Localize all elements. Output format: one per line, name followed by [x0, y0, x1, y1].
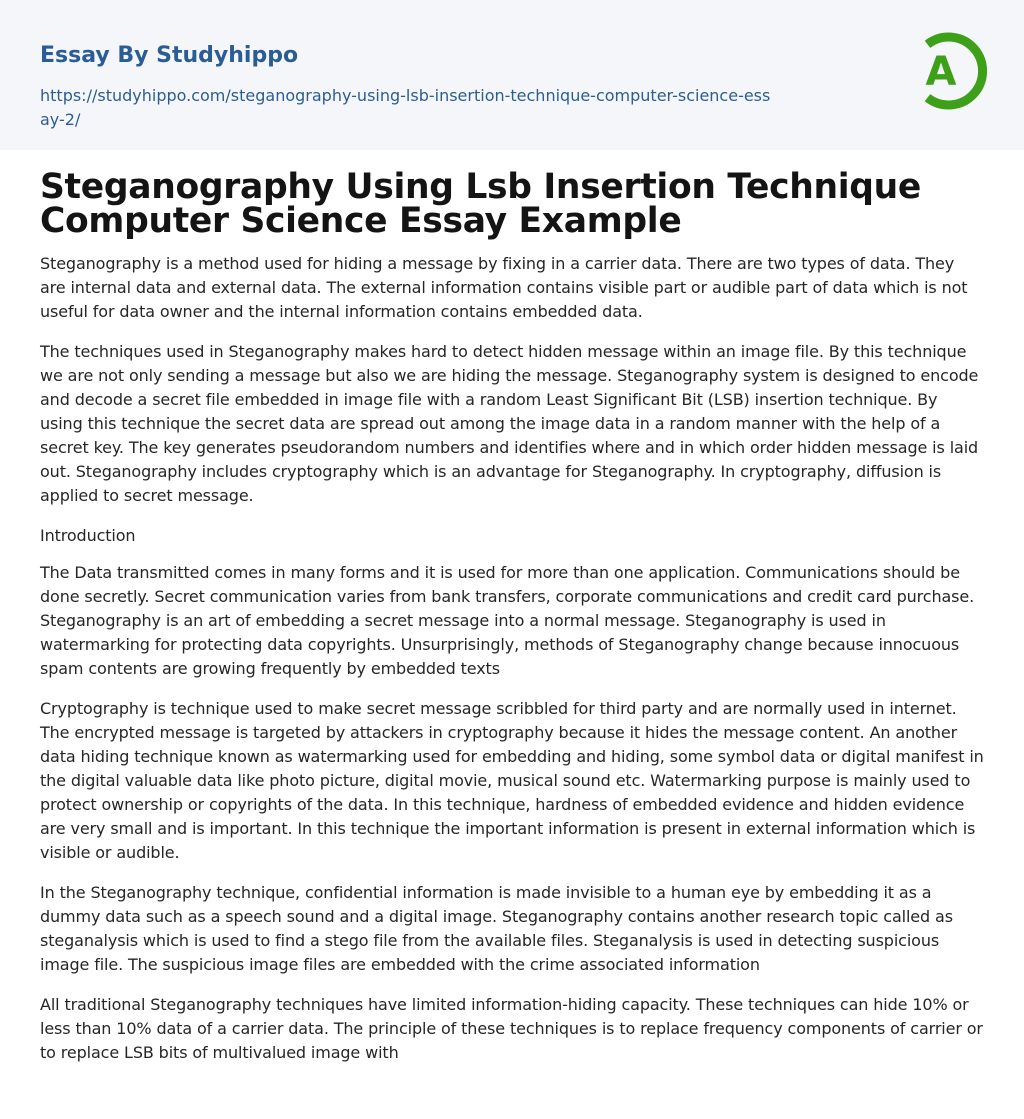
- site-header: [0, 0, 1024, 150]
- studyhippo-logo-icon[interactable]: [902, 27, 990, 115]
- article-paragraph: Steganography is a method used for hiding a message by fixing in a carrier data. There are two types of data. They are internal data and external data. The external information contains visible part or audible part of data which is not useful for data owner and the internal information contains embedded data.: [40, 254, 968, 321]
- essay-url-link[interactable]: https://studyhippo.com/steganography-using-lsb-insertion-technique-computer-science-essay-2/: [40, 86, 771, 129]
- logo-letter: A: [925, 49, 957, 95]
- article: [0, 150, 1024, 1065]
- article-paragraph: Cryptography is technique used to make secret message scribbled for third party and are normally used in internet. The encrypted message is targeted by attackers in cryptography because it hides the message content. An another data hiding technique known as watermarking used for embedding and hiding, some symbol data or digital manifest in the digital valuable data like photo picture, digital movie, musical sound etc. Watermarking purpose is mainly used to protect ownership or copyrights of the data. In this technique, hardness of embedded evidence and hidden evidence are very small and is important. In this technique the important information is present in external information which is visible or audible.: [40, 699, 984, 862]
- article-paragraph: In the Steganography technique, confidential information is made invisible to a human eye by embedding it as a dummy data such as a speech sound and a digital image. Steganography contains another research topic called as steganalysis which is used to find a stego file from the available files. Steganalysis is used in detecting suspicious image file. The suspicious image files are embedded with the crime associated information: [40, 883, 953, 974]
- section-heading-introduction: Introduction: [40, 526, 136, 545]
- article-paragraph: The techniques used in Steganography makes hard to detect hidden message within an image file. By this technique we are not only sending a message but also we are hiding the message. Steganography system is designed to encode and decode a secret file embedded in image file with a random Least Significant Bit (LSB) insertion technique. By using this technique the secret data are spread out among the image data in a random manner with the help of a secret key. The key generates pseudorandom numbers and identifies where and in which order hidden message is laid out. Steganography includes cryptography which is an advantage for Steganography. In cryptography, diffusion is applied to secret message.: [40, 342, 979, 505]
- article-title: Steganography Using Lsb Insertion Technique Computer Science Essay Example: [40, 167, 922, 241]
- article-paragraph: The Data transmitted comes in many forms and it is used for more than one application. Communications should be done secretly. Secret communication varies from bank transfers, corporate communications and credit card purchase. Steganography is an art of embedding a secret message into a normal message. Steganography is used in watermarking for protecting data copyrights. Unsurprisingly, methods of Steganography change because innocuous spam contents are growing frequently by embedded texts: [40, 563, 975, 678]
- site-brand[interactable]: Essay By Studyhippo: [40, 43, 299, 68]
- article-paragraph: All traditional Steganography techniques have limited information-hiding capacity. These techniques can hide 10% or less than 10% data of a carrier data. The principle of these techniques is to replace frequency components of carrier or to replace LSB bits of multivalued image with: [40, 995, 983, 1062]
